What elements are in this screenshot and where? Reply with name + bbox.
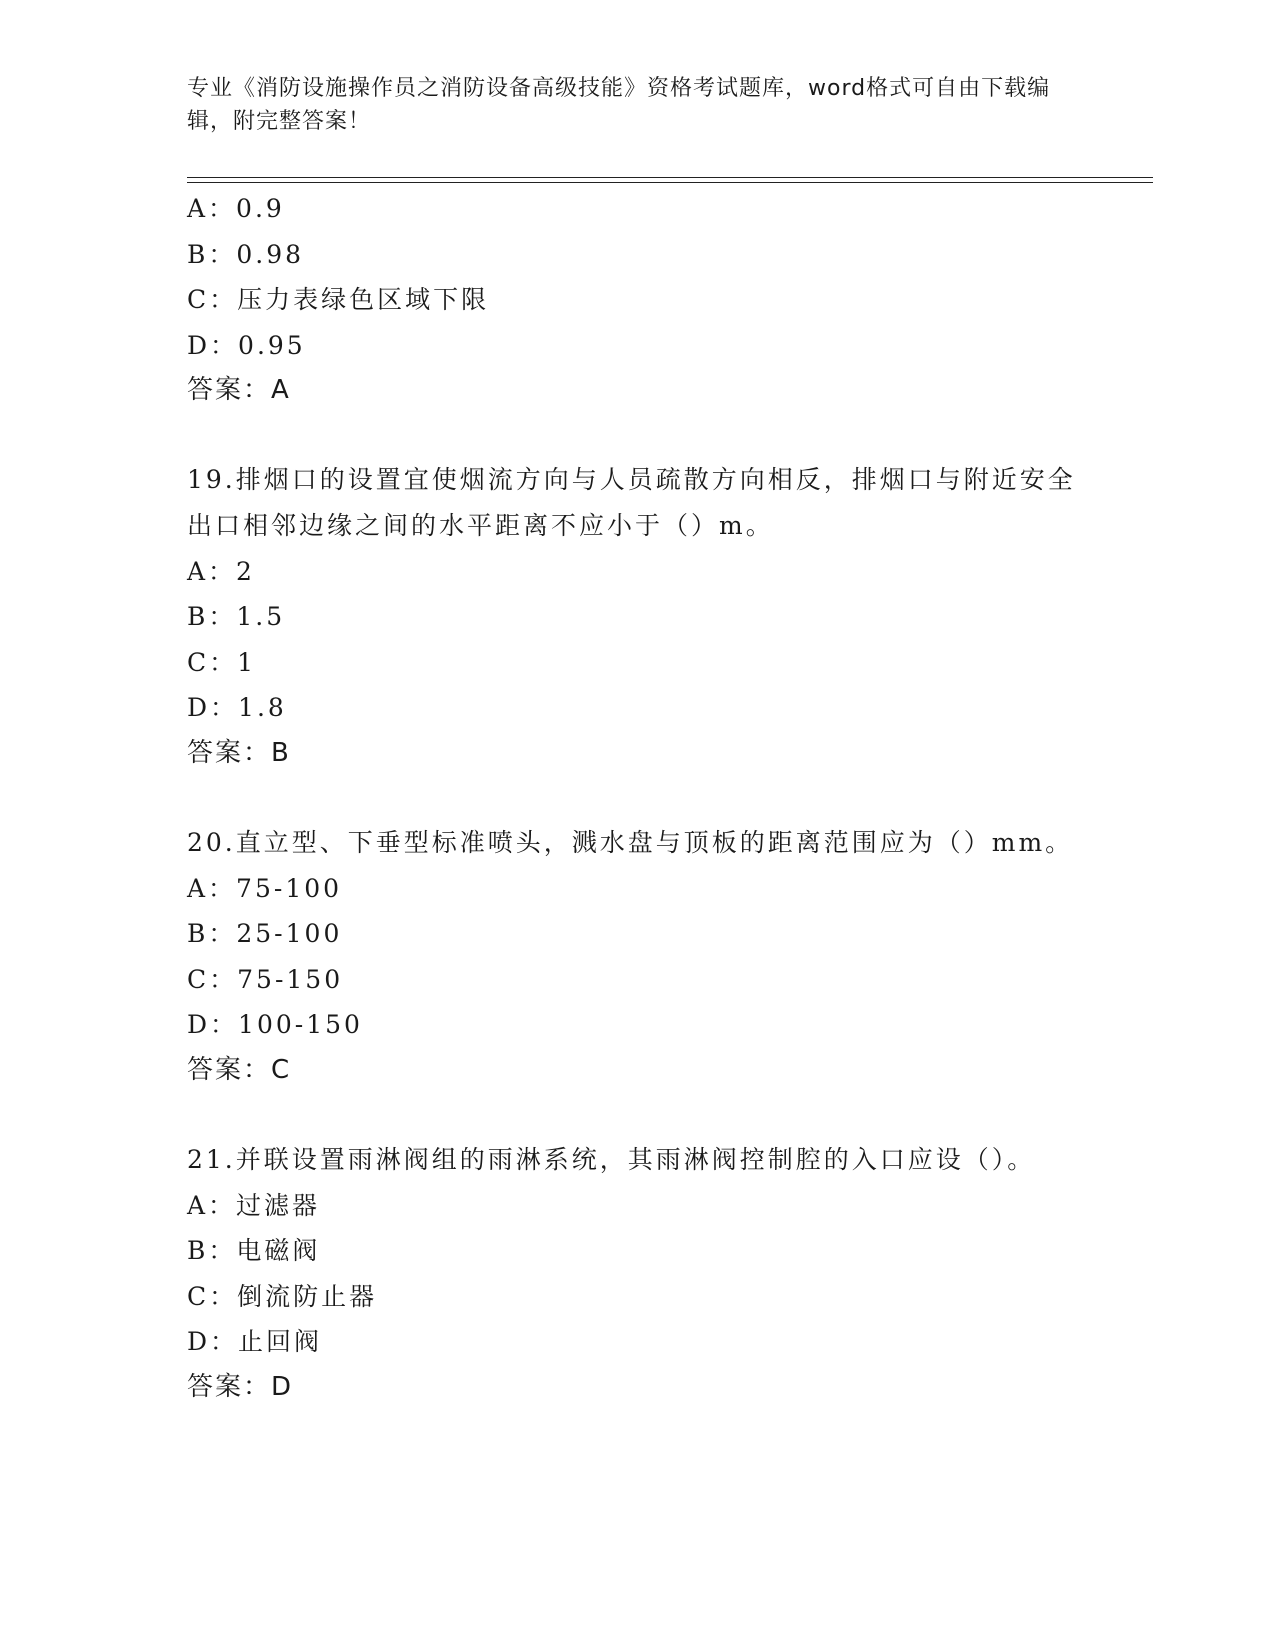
answer: 答案：A	[187, 375, 291, 406]
option-c: C：压力表绿色区域下限	[187, 285, 490, 315]
question-18-tail	[187, 186, 1087, 413]
answer: 答案：B	[187, 737, 291, 768]
question-21	[187, 1137, 1087, 1410]
header-rule-bottom	[187, 182, 1153, 183]
option-c: C：倒流防止器	[187, 1281, 378, 1311]
option-a: A：75-100	[187, 873, 343, 903]
question-20	[187, 820, 1087, 1093]
option-d: D：100-150	[187, 1010, 363, 1040]
option-b: B：1.5	[187, 602, 286, 632]
header-rule-top	[187, 177, 1153, 178]
document-header: 专业《消防设施操作员之消防设备高级技能》资格考试题库，word格式可自由下载编辑，附完整答案！	[187, 76, 1051, 134]
option-d: D：0.95	[187, 330, 306, 360]
option-d: D：1.8	[187, 693, 287, 723]
question-text: 20.直立型、下垂型标准喷头，溅水盘与顶板的距离范围应为（）mm。	[187, 827, 1074, 857]
answer: 答案：C	[187, 1054, 292, 1085]
option-a: A：2	[187, 556, 255, 586]
option-c: C：1	[187, 647, 257, 677]
option-b: B：0.98	[187, 239, 305, 269]
answer: 答案：D	[187, 1371, 294, 1402]
option-d: D：止回阀	[187, 1327, 323, 1357]
question-text: 21.并联设置雨淋阀组的雨淋系统，其雨淋阀控制腔的入口应设（）。	[187, 1144, 1036, 1174]
option-c: C：75-150	[187, 964, 344, 994]
option-b: B：电磁阀	[187, 1236, 321, 1266]
question-19	[187, 457, 1087, 776]
question-text: 19.排烟口的设置宜使烟流方向与人员疏散方向相反，排烟口与附近安全出口相邻边缘之间的水平距离不应小于（）m。	[187, 465, 1076, 540]
option-a: A：过滤器	[187, 1190, 321, 1220]
option-a: A：0.9	[187, 194, 285, 223]
question-list	[187, 186, 1087, 1410]
option-b: B：25-100	[187, 919, 343, 949]
